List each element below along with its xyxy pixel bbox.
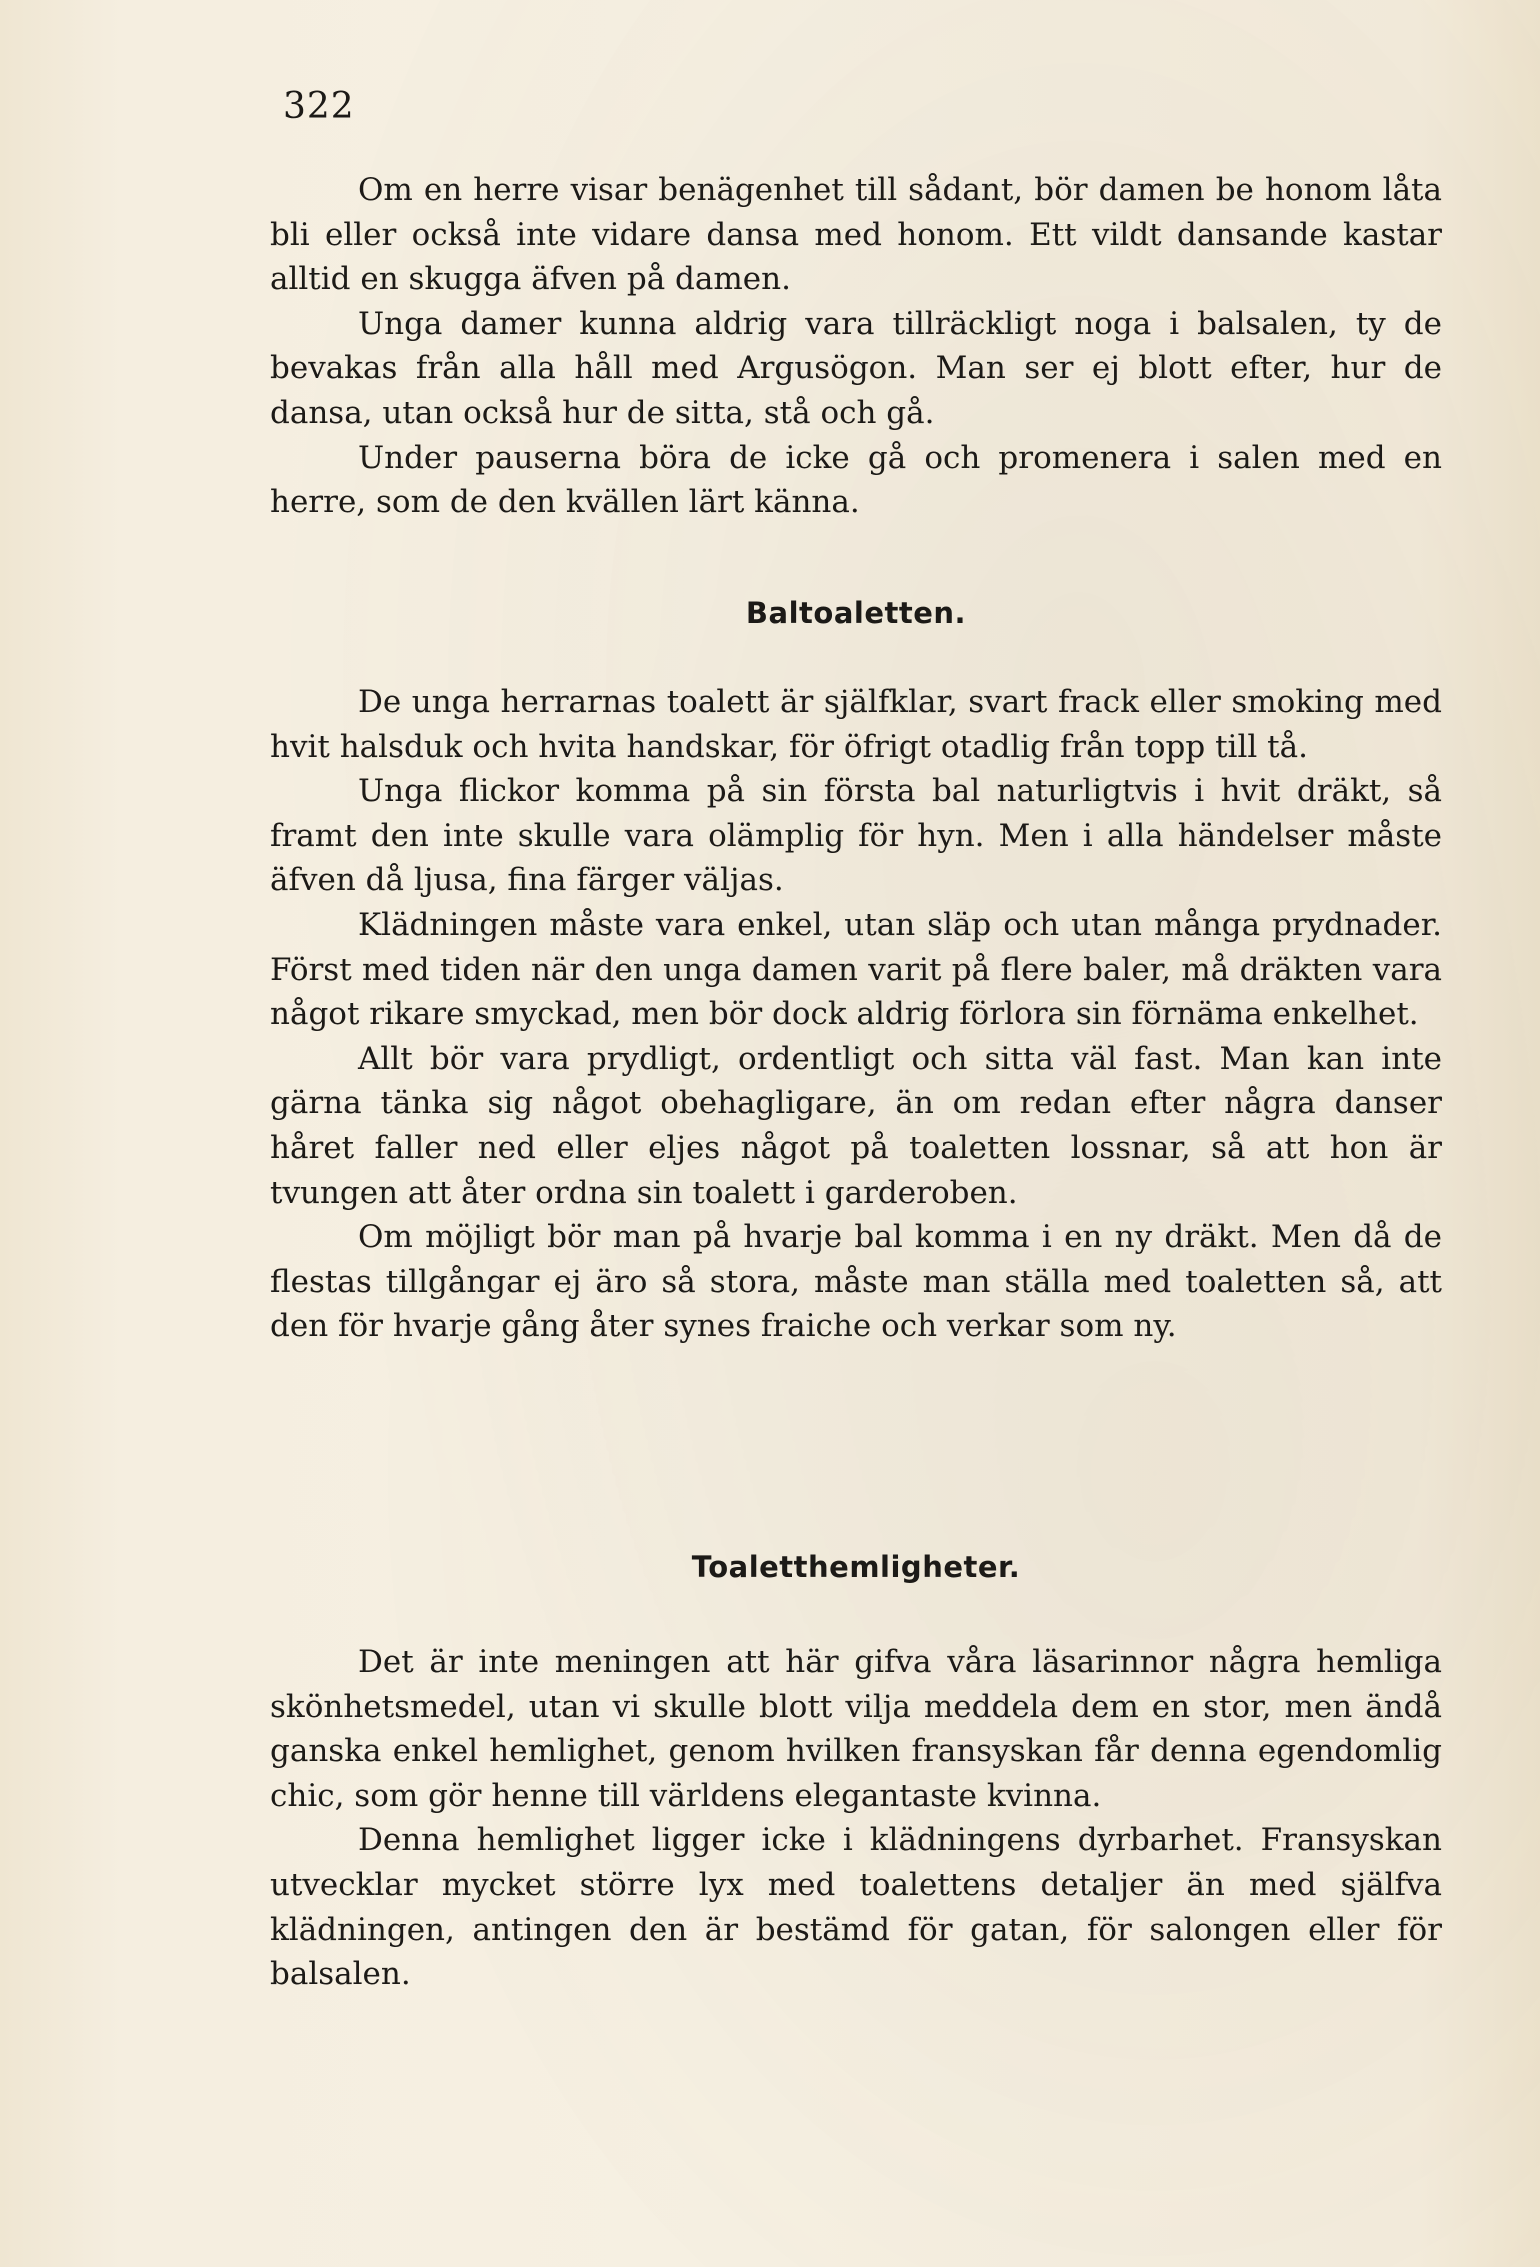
paragraph: Unga damer kunna aldrig vara tillräckligt noga i balsalen, ty de bevakas från alla håll med Argusögon. Man ser ej blott efter, hur de dansa, utan också hur de sitta, stå och gå.: [270, 305, 1442, 431]
paragraph: Det är inte meningen att här gifva våra läsarinnor några hemliga skönhetsmedel, utan vi skulle blott vilja meddela dem en stor, men ändå ganska enkel hemlighet, genom hvilken fransyskan får denna egendomlig chic, som gör henne till världens elegantaste kvinna.: [270, 1644, 1442, 1814]
section-heading-toaletthemligheter: Toaletthemligheter.: [691, 1550, 1021, 1584]
paragraph: Unga flickor komma på sin första bal naturligtvis i hvit dräkt, så framt den inte skulle vara olämplig för hyn. Men i alla händelser måste äfven då ljusa, fina färger väljas.: [270, 773, 1442, 899]
paragraph: Om möjligt bör man på hvarje bal komma i en ny dräkt. Men då de flestas tillgångar ej äro så stora, måste man ställa med toaletten så, att den för hvarje gång åter synes fraiche och verkar som ny.: [270, 1219, 1442, 1345]
page-number: 322: [283, 86, 355, 127]
section-heading-baltoaletten: Baltoaletten.: [745, 596, 967, 630]
intro-text: [270, 168, 1442, 525]
paragraph: Allt bör vara prydligt, ordentligt och sitta väl fast. Man kan inte gärna tänka sig något obehagligare, än om redan efter några danser håret faller ned eller eljes något på toaletten lossnar, så att hon är tvungen att åter ordna sin toalett i garderoben.: [270, 1040, 1442, 1211]
paragraph: De unga herrarnas toalett är själfklar, svart frack eller smoking med hvit halsduk och hvita handskar, för öfrigt otadlig från topp till tå.: [270, 684, 1442, 765]
paragraph: Denna hemlighet ligger icke i klädningens dyrbarhet. Fransyskan utvecklar mycket större lyx med toalettens detaljer än med själfva klädningen, antingen den är bestämd för gatan, för salongen eller för balsalen.: [270, 1822, 1442, 1993]
paragraph: Under pauserna böra de icke gå och promenera i salen med en herre, som de den kvällen lärt känna.: [270, 439, 1442, 521]
paragraph: Om en herre visar benägenhet till sådant, bör damen be honom låta bli eller också inte vidare dansa med honom. Ett vildt dansande kastar alltid en skugga äfven på damen.: [270, 172, 1442, 298]
toaletthemligheter-text: [270, 1640, 1442, 1997]
paragraph: Klädningen måste vara enkel, utan släp och utan många prydnader. Först med tiden när den unga damen varit på flere baler, må dräkten vara något rikare smyckad, men bör dock aldrig förlora sin förnäma enkelhet.: [270, 906, 1442, 1033]
baltoaletten-text: [270, 680, 1442, 1349]
